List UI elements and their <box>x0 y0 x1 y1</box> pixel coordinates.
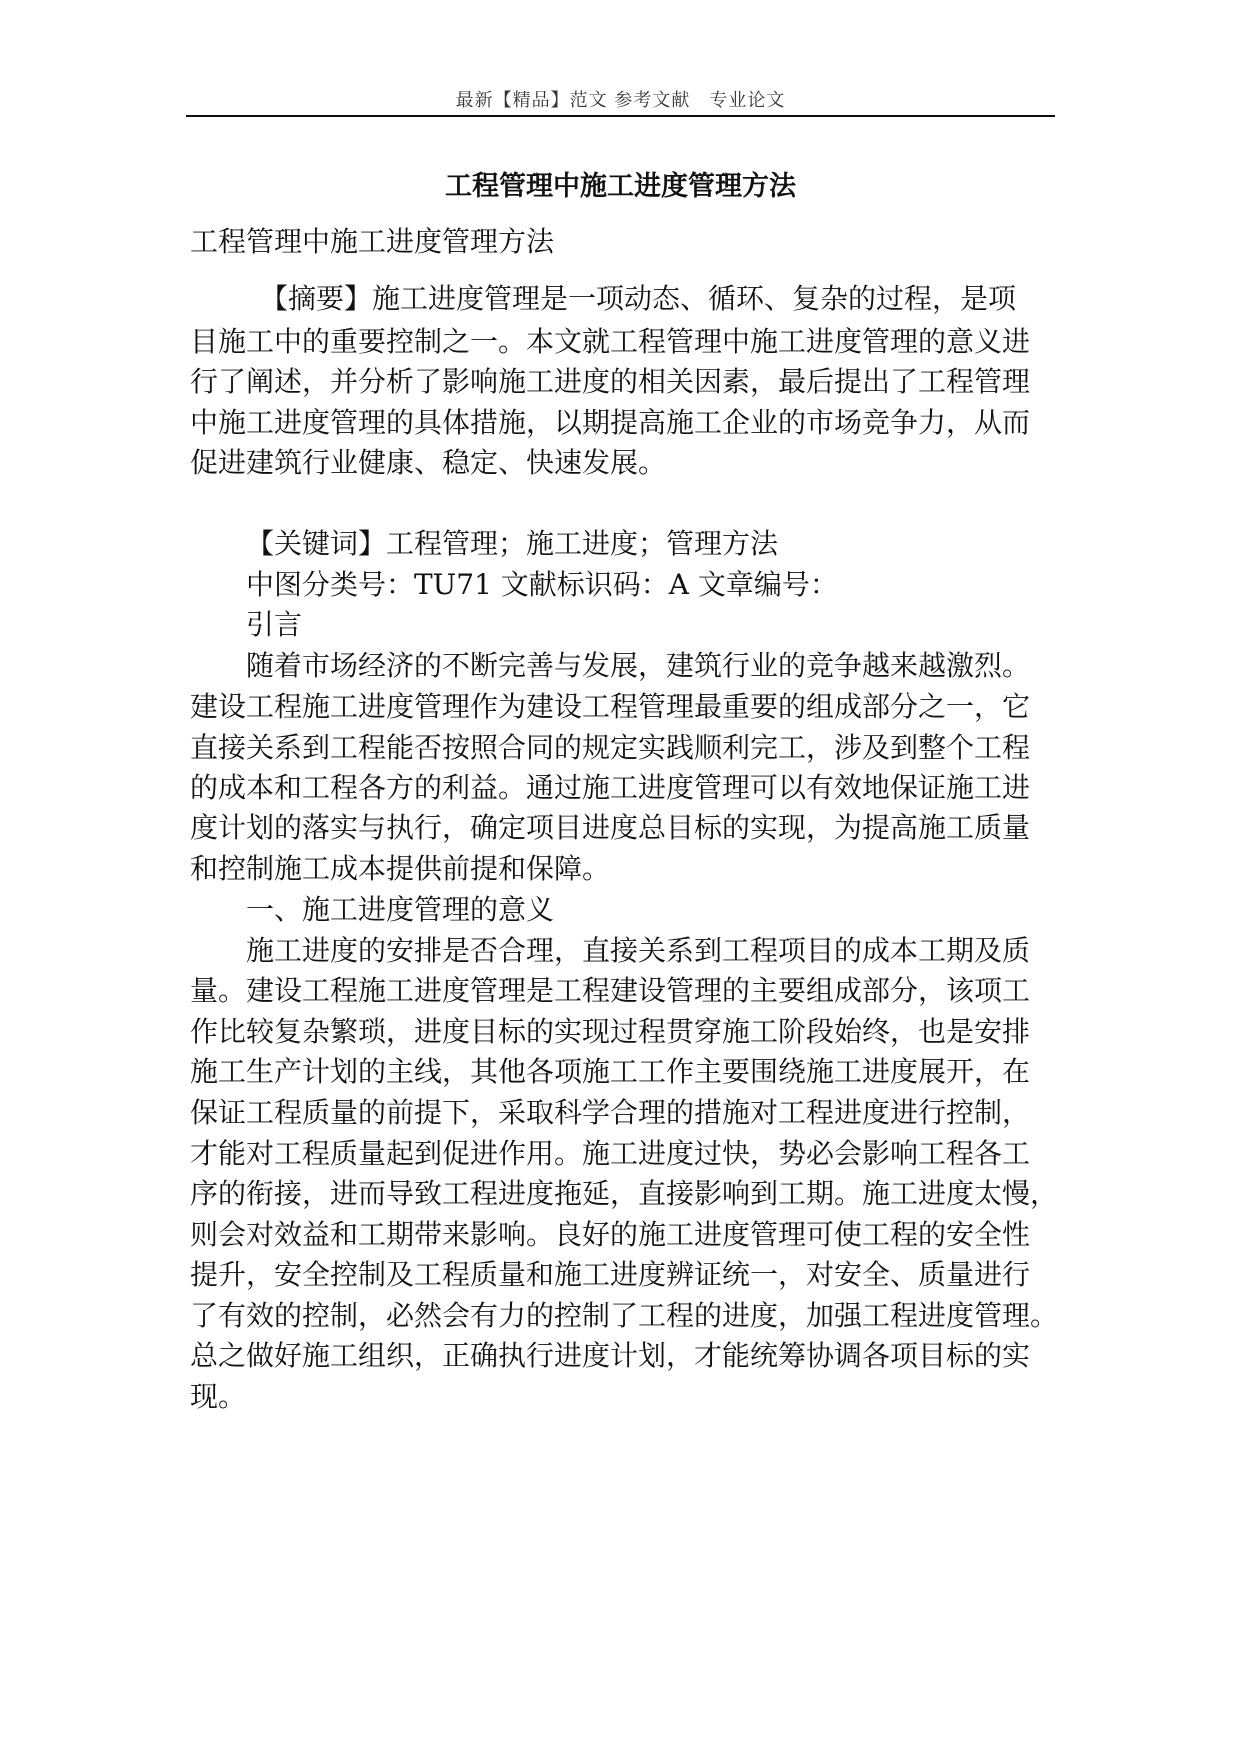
page-header: 最新【精品】范文 参考文献 专业论文 <box>455 90 786 111</box>
section-line: 施工进度的安排是否合理，直接关系到工程项目的成本工期及质 <box>246 934 1031 967</box>
abstract-line: 【摘要】施工进度管理是一项动态、循环、复杂的过程，是项 <box>260 282 1017 315</box>
subtitle-line: 工程管理中施工进度管理方法 <box>190 225 555 258</box>
section-line: 总之做好施工组织，正确执行进度计划，才能统筹协调各项目标的实 <box>190 1339 1031 1372</box>
section-line: 提升，安全控制及工程质量和施工进度辨证统一，对安全、质量进行 <box>190 1258 1031 1291</box>
abstract-line: 中施工进度管理的具体措施，以期提高施工企业的市场竞争力，从而 <box>190 406 1031 439</box>
section-line: 了有效的控制，必然会有力的控制了工程的进度，加强工程进度管理。 <box>190 1299 1059 1332</box>
section-line: 现。 <box>190 1380 247 1413</box>
section-line: 作比较复杂繁琐，进度目标的实现过程贯穿施工阶段始终，也是安排 <box>190 1015 1031 1048</box>
section-line: 序的衔接，进而导致工程进度拖延，直接影响到工期。施工进度太慢， <box>190 1177 1059 1210</box>
section-line: 保证工程质量的前提下，采取科学合理的措施对工程进度进行控制， <box>190 1096 1031 1129</box>
intro-line: 建设工程施工进度管理作为建设工程管理最重要的组成部分之一，它 <box>190 690 1031 723</box>
intro-line: 和控制施工成本提供前提和保障。 <box>190 852 611 885</box>
intro-line: 度计划的落实与执行，确定项目进度总目标的实现，为提高施工质量 <box>190 811 1031 844</box>
abstract-line: 目施工中的重要控制之一。本文就工程管理中施工进度管理的意义进 <box>190 325 1031 358</box>
intro-line: 随着市场经济的不断完善与发展，建筑行业的竞争越来越激烈。 <box>246 649 1031 682</box>
section-line: 则会对效益和工期带来影响。良好的施工进度管理可使工程的安全性 <box>190 1218 1031 1251</box>
section-line: 施工生产计划的主线，其他各项施工工作主要围绕施工进度展开，在 <box>190 1055 1031 1088</box>
classification-line: 中图分类号：TU71 文献标识码：A 文章编号： <box>246 568 838 601</box>
abstract-line: 促进建筑行业健康、稳定、快速发展。 <box>190 446 667 479</box>
abstract-line: 行了阐述，并分析了影响施工进度的相关因素，最后提出了工程管理 <box>190 365 1031 398</box>
section-line: 量。建设工程施工进度管理是工程建设管理的主要组成部分，该项工 <box>190 974 1031 1007</box>
intro-heading: 引言 <box>246 608 303 641</box>
intro-line: 直接关系到工程能否按照合同的规定实践顺利完工，涉及到整个工程 <box>190 731 1031 764</box>
intro-line: 的成本和工程各方的利益。通过施工进度管理可以有效地保证施工进 <box>190 771 1031 804</box>
section-heading: 一、施工进度管理的意义 <box>246 893 555 926</box>
keywords-line: 【关键词】工程管理；施工进度；管理方法 <box>246 527 779 560</box>
document-title: 工程管理中施工进度管理方法 <box>445 171 796 202</box>
section-line: 才能对工程质量起到促进作用。施工进度过快，势必会影响工程各工 <box>190 1137 1031 1170</box>
header-divider <box>186 115 1055 117</box>
